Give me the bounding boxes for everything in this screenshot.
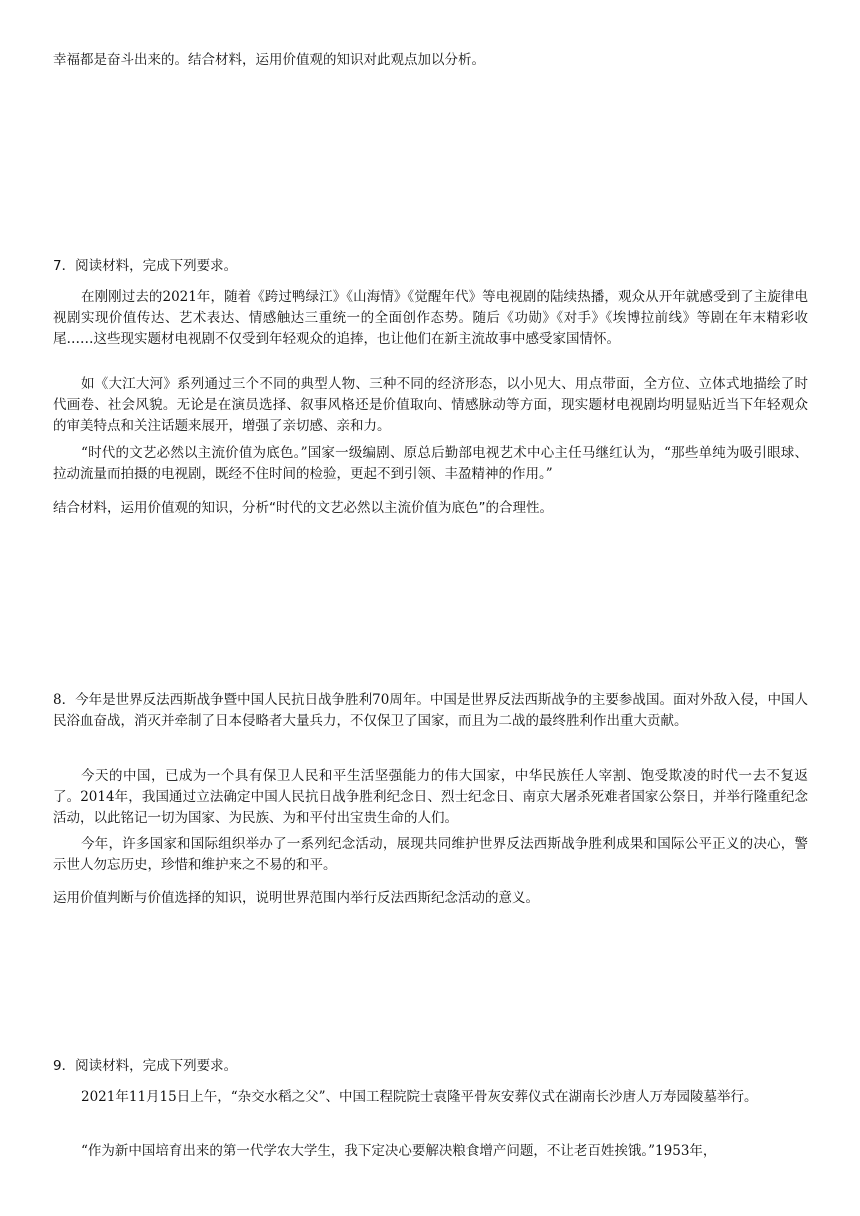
q7-material-3: [53, 443, 808, 485]
q7-material-2: [53, 374, 808, 437]
q7-paragraph-1: 在刚刚过去的2021年，随着《跨过鸭绿江》《山海情》《觉醒年代》等电视剧的陆续热播，观众从开年就感受到了主旋律电视剧实现价值传达、艺术表达、情感触达三重统一的全面创作态势。随后《功勋》《对手》《埃博拉前线》等剧在年末精彩收尾……这些现实题材电视剧不仅受到年轻观众的追捧，也让他们在新主流故事中感受家国情怀。: [53, 289, 808, 347]
q6-prompt: 幸福都是奋斗出来的。结合材料，运用价值观的知识对此观点加以分析。: [53, 52, 485, 68]
q6-section: [53, 50, 808, 71]
q8-paragraph-1: 今天的中国，已成为一个具有保卫人民和平生活坚强能力的伟大国家，中华民族任人宰割、饱受欺凌的时代一去不复返了。2014年，我国通过立法确定中国人民抗日战争胜利纪念日、烈士纪念日、南京大屠杀死难者国家公祭日，并举行隆重纪念活动，以此铭记一切为国家、为民族、为和平付出宝贵生命的人们。: [53, 768, 808, 826]
q7-heading: 7．阅读材料，完成下列要求。: [53, 258, 238, 274]
q8-heading: 8．今年是世界反法西斯战争暨中国人民抗日战争胜利70周年。中国是世界反法西斯战争的主要参战国。面对外敌入侵，中国人民浴血奋战，消灭并牵制了日本侵略者大量兵力，不仅保卫了国家，而且为二战的最终胜利作出重大贡献。: [53, 692, 808, 729]
q8-prompt: 运用价值判断与价值选择的知识，说明世界范围内举行反法西斯纪念活动的意义。: [53, 890, 539, 906]
q7-prompt-block: [53, 498, 808, 519]
q9-heading: 9．阅读材料，完成下列要求。: [53, 1058, 238, 1074]
q8-material-1: [53, 766, 808, 829]
q9-material-2: [53, 1141, 808, 1162]
q9-material-1: [53, 1087, 808, 1108]
q8-paragraph-2: 今年，许多国家和国际组织举办了一系列纪念活动，展现共同维护世界反法西斯战争胜利成果和国际公平正义的决心，警示世人勿忘历史，珍惜和维护来之不易的和平。: [53, 836, 808, 873]
q8-material-2: [53, 834, 808, 876]
q7-material: [53, 287, 808, 350]
q7-paragraph-2: 如《大江大河》系列通过三个不同的典型人物、三种不同的经济形态，以小见大、用点带面，全方位、立体式地描绘了时代画卷、社会风貌。无论是在演员选择、叙事风格还是价值取向、情感脉动等方面，现实题材电视剧均明显贴近当下年轻观众的审美特点和关注话题来展开，增强了亲切感、亲和力。: [53, 376, 808, 434]
q8-prompt-block: [53, 888, 808, 909]
q7-heading-block: [53, 256, 808, 277]
q7-prompt: 结合材料，运用价值观的知识，分析“时代的文艺必然以主流价值为底色”的合理性。: [53, 500, 553, 516]
q9-paragraph-1: 2021年11月15日上午，“杂交水稻之父”、中国工程院院士袁隆平骨灰安葬仪式在湖南长沙唐人万寿园陵墓举行。: [81, 1089, 758, 1105]
q9-paragraph-2: “作为新中国培育出来的第一代学农大学生，我下定决心要解决粮食增产问题，不让老百姓挨饿。”1953年，: [81, 1143, 717, 1159]
q9-heading-block: [53, 1056, 808, 1077]
q7-paragraph-3: “时代的文艺必然以主流价值为底色。”国家一级编剧、原总后勤部电视艺术中心主任马继红认为，“那些单纯为吸引眼球、拉动流量而拍摄的电视剧，既经不住时间的检验，更起不到引领、丰盈精神的作用。”: [53, 445, 808, 482]
q8-heading-block: [53, 690, 808, 732]
